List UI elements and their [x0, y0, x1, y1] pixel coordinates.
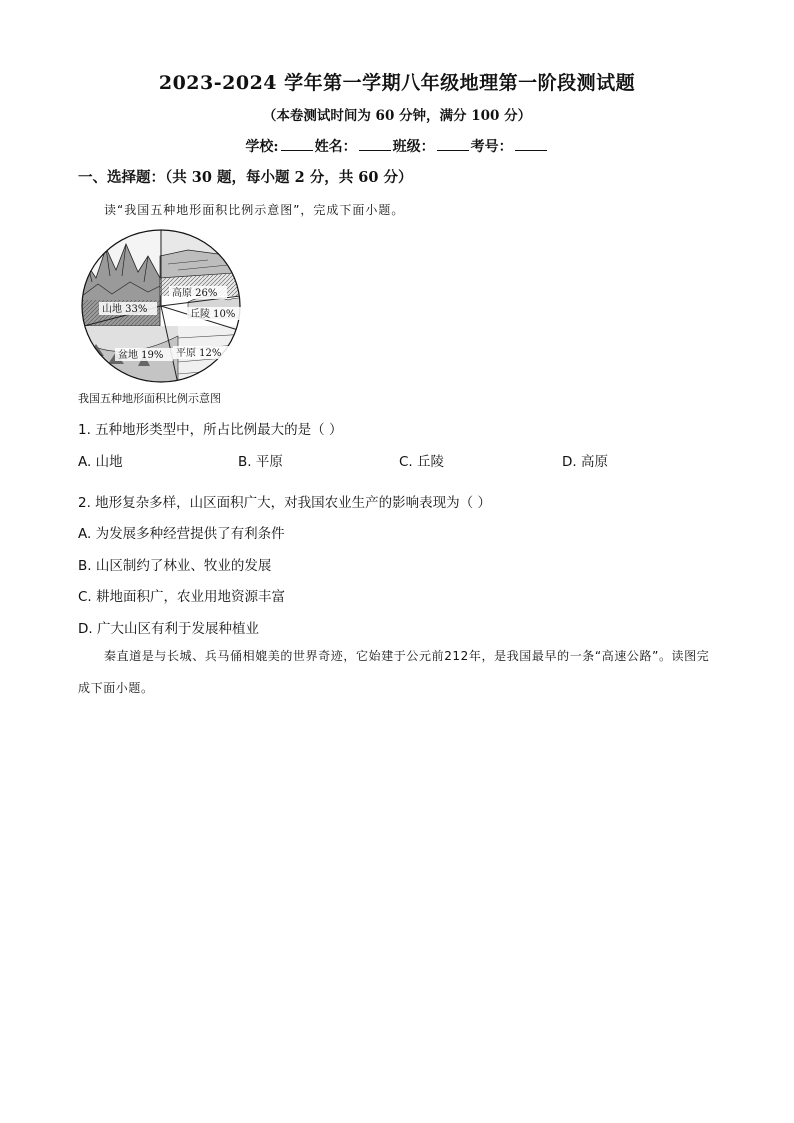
question-1-stem: 1. 五种地形类型中，所占比例最大的是（ ） [78, 422, 343, 438]
page-title: 2023-2024 学年第一学期八年级地理第一阶段测试题 [158, 72, 636, 94]
student-info-line [0, 136, 794, 156]
exam-no-blank [515, 136, 547, 151]
question-2-stem: 2. 地形复杂多样，山区面积广大，对我国农业生产的影响表现为（ ） [78, 495, 491, 511]
class-label: 班级： [392, 139, 435, 155]
section-intro: 读“我国五种地形面积比例示意图”，完成下面小题。 [104, 203, 405, 217]
section-heading: 一、选择题：（共 30 题，每小题 2 分，共 60 分） [78, 169, 413, 186]
school-blank [281, 136, 313, 151]
question-1-option-c[interactable]: C. 丘陵 [399, 454, 445, 470]
pie-slice-label-0: 山地 33% [102, 304, 148, 315]
class-blank [437, 136, 469, 151]
question-1-option-b[interactable]: B. 平原 [238, 454, 283, 470]
question-2-option-c[interactable]: C. 耕地面积广，农业用地资源丰富 [78, 589, 286, 605]
name-label: 姓名： [314, 139, 357, 155]
pie-slice-label-1: 高原 26% [172, 288, 218, 299]
pie-slice-label-4: 盆地 19% [118, 350, 164, 361]
passage-text: 秦直道是与长城、兵马俑相媲美的世界奇迹，它始建于公元前212年，是我国最早的一条“高速公路”。读图完成下面小题。 [78, 649, 710, 695]
question-2-option-d[interactable]: D. 广大山区有利于发展种植业 [78, 621, 259, 637]
exam-no-label: 考号： [470, 139, 513, 155]
terrain-pie-chart [78, 226, 248, 386]
question-1-option-a[interactable]: A. 山地 [78, 454, 123, 470]
question-2-option-a[interactable]: A. 为发展多种经营提供了有利条件 [78, 526, 285, 542]
question-1-option-d[interactable]: D. 高原 [562, 454, 608, 470]
pie-slice-label-2: 丘陵 10% [190, 309, 236, 320]
pie-slice-label-3: 平原 12% [176, 348, 222, 359]
question-2-option-b[interactable]: B. 山区制约了林业、牧业的发展 [78, 558, 272, 574]
name-blank [359, 136, 391, 151]
figure-caption: 我国五种地形面积比例示意图 [78, 392, 221, 405]
exam-subtitle: （本卷测试时间为 60 分钟，满分 100 分） [262, 108, 532, 124]
school-label: 学校: [245, 139, 279, 155]
